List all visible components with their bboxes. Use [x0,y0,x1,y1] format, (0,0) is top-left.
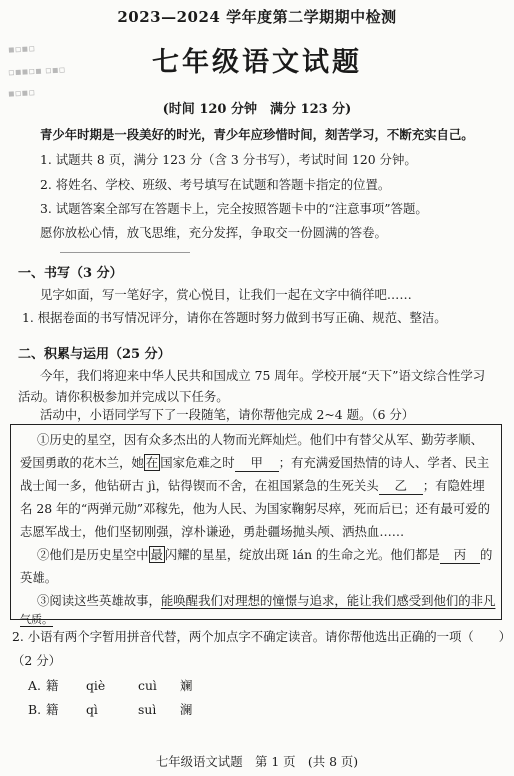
intro-divider [60,252,190,253]
option-text: 籍 [46,678,59,693]
passage-p1-line5: 志愿军战士，他们坚韧刚强，淳朴谦逊，勇赴疆场抛头颅、洒热血…… [20,524,405,539]
passage-text: ②他们是历史星空中 [37,547,149,562]
blank-jia: 甲 [235,453,279,472]
option-b[interactable] [28,700,192,718]
passage-p3-line2 [20,611,53,627]
passage-p3-line1 [37,591,495,609]
passage-text: 战士闻一多，他钻研古 jì，钻得锲而不舍，在祖国紧急的生死关头 [20,478,379,493]
option-text: 斓 [180,678,193,693]
section-2-intro-line1: 今年，我们将迎来中华人民共和国成立 75 周年。学校开展“天下”语文综合性学习 [40,368,486,383]
question-2-stem: 2. 小语有两个字暂用拼音代替，两个加点字不确定读音。请你帮他选出正确的一项（ ） [12,629,511,644]
underlined-sentence: 能唤醒我们对理想的憧憬与追求，能让我们感受到他们的非凡 [160,593,496,608]
motto-line: 青少年时期是一段美好的时光，青少年应珍惜时间，刻苦学习，不断充实自己。 [40,127,474,142]
option-text: 籍 [46,702,59,717]
passage-text: ③阅读这些英雄故事， [37,593,161,608]
question-2-points: （2 分） [12,653,61,668]
rule-1: 1. 试题共 8 页，满分 123 分（含 3 分书写），考试时间 120 分钟。 [40,152,417,167]
passage-p2-line1 [37,545,492,564]
faint-stamp-mark-2: ▫▪▪▫▪ ▫▪▫ [7,64,66,79]
underlined-sentence-end: 气质。 [20,613,53,626]
page-footer: 七年级语文试题 第 1 页 (共 8 页) [155,754,359,769]
rule-2: 2. 将姓名、学校、班级、考号填写在试题和答题卡指定的位置。 [40,177,391,192]
passage-p1-line2 [20,453,489,472]
passage-text: ；有隐姓埋 [422,478,485,493]
exam-time-score: (时间 120 分钟 满分 123 分) [162,102,352,117]
blank-yi: 乙 [379,476,423,495]
option-label: A. [28,678,41,693]
question-1: 1. 根据卷面的书写情况评分，请你在答题时努力做到书写正确、规范、整洁。 [22,310,447,325]
section-1-heading: 一、书写（3 分） [18,266,123,281]
blank-bing: 丙 [440,545,480,564]
wish-line: 愿你放松心情，放飞思维，充分发挥，争取交一份圆满的答卷。 [40,225,387,240]
option-text: cuì [138,678,157,693]
option-a[interactable] [28,676,192,694]
passage-text: 爱国勇敢的花木兰，她 [20,455,144,470]
option-text: qì [86,702,98,717]
option-label: B. [28,702,42,717]
section-1-quote: 见字如面，写一笔好字，赏心悦目，让我们一起在文字中徜徉吧…… [40,287,412,302]
faint-stamp-mark-1: ▪▫▪▫ [7,43,36,56]
boxed-character-zai: 在 [145,455,159,470]
passage-p2-line2: 英雄。 [20,570,58,585]
passage-text: ；有充满爱国热情的诗人、学者、民主 [278,455,490,470]
faint-stamp-mark-3: ▪▫▪▫ [7,87,36,100]
rule-3: 3. 试题答案全部写在答题卡上，完全按照答题卡中的“注意事项”答题。 [40,201,428,216]
section-2-task: 活动中，小语同学写下了一段随笔，请你帮他完成 2~4 题。（6 分） [40,407,415,422]
passage-box [10,424,502,626]
exam-header-title: 2023—2024 学年度第二学期期中检测 [117,8,397,26]
boxed-character-zui: 最 [150,547,163,562]
section-2-heading: 二、积累与运用（25 分） [18,347,171,362]
option-text: suì [138,702,157,717]
passage-p1-line3 [20,476,485,495]
exam-main-title: 七年级语文试题 [152,47,362,78]
option-text: qiè [86,678,106,693]
passage-text: 国家危难之时 [160,455,235,470]
option-text: 澜 [180,702,193,717]
passage-text: 的 [479,547,493,562]
passage-text: 闪耀的星星，绽放出斑 lán 的生命之光。他们都是 [164,547,440,562]
section-2-intro-line2: 活动。请你积极参加并完成以下任务。 [18,389,229,404]
passage-p1-line4: 名 28 年的“两弹元勋”邓稼先，他为人民、为国家鞠躬尽瘁，死而后已；还有最可爱的 [20,501,490,516]
passage-p1-line1: ①历史的星空，因有众多杰出的人物而光辉灿烂。他们中有替父从军、勤劳孝顺、 [37,432,484,447]
